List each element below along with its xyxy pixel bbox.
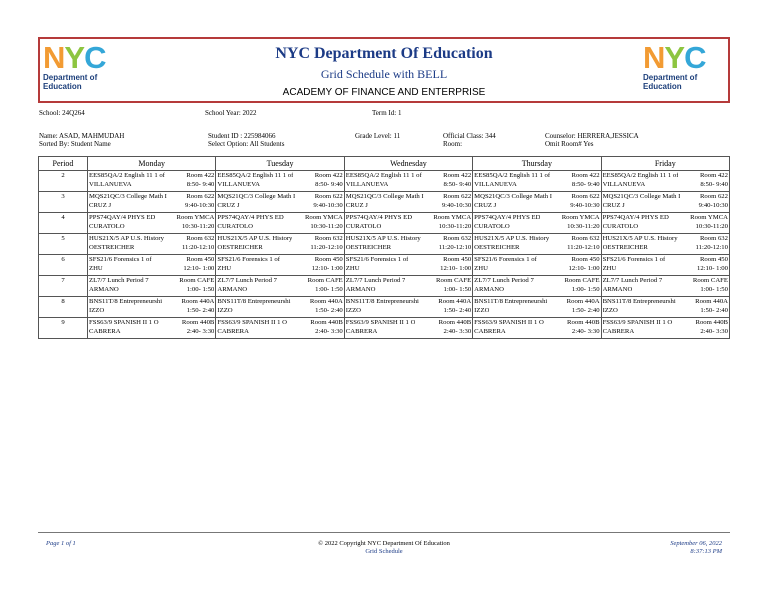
col-header-monday: Monday <box>88 157 216 171</box>
class-time: 10:30-11:20 <box>567 223 600 230</box>
class-cell-monday <box>88 276 216 297</box>
footer-copyright <box>0 540 768 556</box>
teacher-name: VILLANUEVA <box>217 181 260 188</box>
logo-subtitle: Department of Education <box>43 73 98 91</box>
course-code: MQS21QC/3 College Math I <box>345 193 424 200</box>
report-name: Grid Schedule <box>365 548 403 555</box>
course-code: ZL7/7 Lunch Period 7 <box>217 277 278 284</box>
class-cell-tuesday <box>216 276 344 297</box>
course-code: ZL7/7 Lunch Period 7 <box>345 277 406 284</box>
class-cell-wednesday <box>344 297 472 318</box>
room-number: Room 440B <box>181 319 215 326</box>
class-time: 9:40-10:30 <box>441 202 472 209</box>
period-row <box>39 255 730 276</box>
class-time: 9:40-10:30 <box>313 202 343 209</box>
teacher-name: OESTREICHER <box>602 244 648 251</box>
class-cell-tuesday <box>216 192 344 213</box>
class-cell-monday <box>88 234 216 255</box>
room-number: Room YMCA <box>690 214 728 221</box>
class-cell-thursday <box>473 171 601 192</box>
course-code: FSS63/9 SPANISH II 1 O <box>89 319 159 326</box>
col-header-period: Period <box>39 157 88 171</box>
room-number: Room CAFE <box>692 277 728 284</box>
period-row <box>39 318 730 339</box>
teacher-name: CABRERA <box>345 328 378 335</box>
course-code: PPS74QAY/4 PHYS ED <box>89 214 156 221</box>
teacher-name: CURATOLO <box>217 223 253 230</box>
course-code: HUS21X/5 AP U.S. History <box>474 235 550 242</box>
class-time: 11:20-12:10 <box>181 244 215 251</box>
nyc-logo-text: NYC <box>43 40 106 75</box>
print-time: 8:37:13 PM <box>690 548 722 555</box>
student-name: Name: ASAD, MAHMUDAH <box>39 132 125 140</box>
teacher-name: IZZO <box>345 307 362 314</box>
class-time: 1:00- 1:50 <box>700 286 728 293</box>
page-number: Page 1 of 1 <box>46 540 76 547</box>
course-code: MQS21QC/3 College Math I <box>217 193 296 200</box>
room-number: Room YMCA <box>176 214 215 221</box>
room-number: Room 622 <box>186 193 215 200</box>
teacher-name: ZHU <box>345 265 360 272</box>
class-time: 2:40- 3:30 <box>443 328 472 335</box>
footer-divider <box>38 532 730 533</box>
school-name: ACADEMY OF FINANCE AND ENTERPRISE <box>282 87 486 98</box>
class-cell-wednesday <box>344 192 472 213</box>
period-row <box>39 234 730 255</box>
teacher-name: CABRERA <box>217 328 249 335</box>
class-cell-tuesday <box>216 318 344 339</box>
class-cell-tuesday <box>216 234 344 255</box>
class-cell-thursday <box>473 192 601 213</box>
teacher-name: ARMANO <box>89 286 119 293</box>
class-time: 11:20-12:10 <box>695 244 728 251</box>
period-row <box>39 297 730 318</box>
col-header-wednesday: Wednesday <box>344 157 472 171</box>
teacher-name: ZHU <box>602 265 617 272</box>
course-code: EES85QA/2 English 11 1 of <box>345 172 422 179</box>
room-number: Room 440A <box>695 298 728 305</box>
class-cell-monday <box>88 171 216 192</box>
class-time: 2:40- 3:30 <box>700 328 728 335</box>
official-class: Official Class: 344 <box>443 132 496 140</box>
teacher-name: IZZO <box>89 307 105 314</box>
teacher-name: CABRERA <box>474 328 506 335</box>
teacher-name: ARMANO <box>474 286 504 293</box>
class-time: 1:00- 1:50 <box>571 286 600 293</box>
room-number: Room 422 <box>314 172 343 179</box>
logo-subtitle: Department of Education <box>643 73 698 91</box>
room-number: Room YMCA <box>433 214 472 221</box>
class-cell-monday <box>88 213 216 234</box>
room-number: Room 440B <box>567 319 600 326</box>
course-code: MQS21QC/3 College Math I <box>474 193 553 200</box>
class-time: 8:50- 9:40 <box>700 181 728 188</box>
room-number: Room 422 <box>699 172 728 179</box>
class-cell-wednesday <box>344 276 472 297</box>
course-code: HUS21X/5 AP U.S. History <box>217 235 293 242</box>
class-cell-friday <box>601 192 729 213</box>
course-code: SFS21/6 Forensics 1 of <box>89 256 152 263</box>
nyc-logo-text: NYC <box>643 40 706 75</box>
class-time: 12:10- 1:00 <box>696 265 728 272</box>
class-time: 8:50- 9:40 <box>443 181 472 188</box>
class-time: 8:50- 9:40 <box>186 181 215 188</box>
class-time: 9:40-10:30 <box>185 202 215 209</box>
class-cell-friday <box>601 297 729 318</box>
class-time: 1:50- 2:40 <box>315 307 343 314</box>
schedule-grid <box>38 156 730 339</box>
class-cell-thursday <box>473 297 601 318</box>
period-number: 7 <box>39 276 88 297</box>
room-number: Room 622 <box>699 193 728 200</box>
class-time: 1:00- 1:50 <box>443 286 472 293</box>
report-subtitle: Grid Schedule with BELL <box>320 67 448 81</box>
class-cell-wednesday <box>344 234 472 255</box>
report-title: NYC Department Of Education <box>275 45 493 62</box>
school-year: School Year: 2022 <box>205 109 257 117</box>
class-time: 1:00- 1:50 <box>315 286 343 293</box>
teacher-name: ZHU <box>89 265 103 272</box>
sorted-by: Sorted By: Student Name <box>39 140 111 148</box>
room-number: Room 632 <box>186 235 215 242</box>
period-row <box>39 276 730 297</box>
course-code: EES85QA/2 English 11 1 of <box>89 172 165 179</box>
room-number: Room 450 <box>186 256 215 263</box>
class-cell-friday <box>601 213 729 234</box>
class-time: 10:30-11:20 <box>310 223 343 230</box>
teacher-name: VILLANUEVA <box>345 181 389 188</box>
course-code: HUS21X/5 AP U.S. History <box>602 235 678 242</box>
course-code: ZL7/7 Lunch Period 7 <box>474 277 534 284</box>
class-time: 11:20-12:10 <box>310 244 343 251</box>
period-number: 4 <box>39 213 88 234</box>
room-number: Room CAFE <box>179 277 215 284</box>
period-number: 2 <box>39 171 88 192</box>
class-cell-friday <box>601 171 729 192</box>
copyright-text: © 2022 Copyright NYC Department Of Education <box>318 540 450 547</box>
teacher-name: CURATOLO <box>602 223 639 230</box>
period-number: 5 <box>39 234 88 255</box>
class-cell-friday <box>601 234 729 255</box>
class-time: 11:20-12:10 <box>438 244 472 251</box>
class-time: 2:40- 3:30 <box>315 328 343 335</box>
teacher-name: VILLANUEVA <box>474 181 517 188</box>
teacher-name: CURATOLO <box>89 223 125 230</box>
class-cell-friday <box>601 255 729 276</box>
room-number: Room 632 <box>443 235 472 242</box>
class-time: 12:10- 1:00 <box>183 265 215 272</box>
course-code: HUS21X/5 AP U.S. History <box>89 235 164 242</box>
school-code: School: 24Q264 <box>39 109 85 117</box>
course-code: BNS11T/8 Entrepreneurshi <box>345 298 419 305</box>
class-cell-wednesday <box>344 171 472 192</box>
course-code: FSS63/9 SPANISH II 1 O <box>345 319 416 326</box>
course-code: SFS21/6 Forensics 1 of <box>345 256 409 263</box>
class-time: 1:50- 2:40 <box>700 307 728 314</box>
period-row <box>39 192 730 213</box>
class-time: 10:30-11:20 <box>695 223 728 230</box>
room-number: Room CAFE <box>564 277 600 284</box>
teacher-name: OESTREICHER <box>89 244 135 251</box>
class-time: 11:20-12:10 <box>567 244 600 251</box>
select-option: Select Option: All Students <box>208 140 285 148</box>
period-number: 8 <box>39 297 88 318</box>
omit-room: Omit Room# Yes <box>545 140 594 148</box>
class-cell-tuesday <box>216 171 344 192</box>
teacher-name: ARMANO <box>345 286 376 293</box>
room-number: Room 450 <box>699 256 728 263</box>
course-code: EES85QA/2 English 11 1 of <box>217 172 294 179</box>
room-number: Room 422 <box>571 172 600 179</box>
class-time: 2:40- 3:30 <box>571 328 600 335</box>
class-time: 8:50- 9:40 <box>571 181 600 188</box>
term-id: Term Id: 1 <box>372 109 402 117</box>
room-number: Room 440B <box>695 319 728 326</box>
class-cell-friday <box>601 318 729 339</box>
room-number: Room CAFE <box>307 277 343 284</box>
teacher-name: CRUZ J <box>217 202 240 209</box>
class-time: 10:30-11:20 <box>438 223 472 230</box>
room-number: Room 440A <box>181 298 215 305</box>
course-code: PPS74QAY/4 PHYS ED <box>602 214 669 221</box>
room-number: Room CAFE <box>436 277 472 284</box>
room-number: Room 440B <box>310 319 343 326</box>
class-cell-wednesday <box>344 318 472 339</box>
counselor: Counselor: HERRERA,JESSICA <box>545 132 639 140</box>
room-number: Room 632 <box>699 235 728 242</box>
room-number: Room 622 <box>571 193 600 200</box>
grid-header-row <box>39 157 730 171</box>
period-number: 3 <box>39 192 88 213</box>
room-number: Room 440A <box>438 298 472 305</box>
col-header-thursday: Thursday <box>473 157 601 171</box>
class-time: 12:10- 1:00 <box>440 265 472 272</box>
course-code: BNS11T/8 Entrepreneurshi <box>89 298 163 305</box>
teacher-name: ARMANO <box>602 286 633 293</box>
class-cell-tuesday <box>216 213 344 234</box>
teacher-name: VILLANUEVA <box>89 181 132 188</box>
period-row <box>39 213 730 234</box>
teacher-name: OESTREICHER <box>217 244 263 251</box>
room-number: Room 622 <box>314 193 343 200</box>
teacher-name: VILLANUEVA <box>602 181 646 188</box>
teacher-name: CURATOLO <box>345 223 382 230</box>
period-row <box>39 171 730 192</box>
room-number: Room 440B <box>438 319 472 326</box>
class-time: 8:50- 9:40 <box>315 181 343 188</box>
teacher-name: OESTREICHER <box>474 244 520 251</box>
room-number: Room 450 <box>571 256 600 263</box>
class-cell-monday <box>88 318 216 339</box>
class-cell-wednesday <box>344 255 472 276</box>
room-number: Room YMCA <box>304 214 343 221</box>
course-code: FSS63/9 SPANISH II 1 O <box>217 319 288 326</box>
teacher-name: IZZO <box>474 307 490 314</box>
course-code: PPS74QAY/4 PHYS ED <box>345 214 413 221</box>
teacher-name: CABRERA <box>89 328 121 335</box>
grade-level: Grade Level: 11 <box>355 132 401 140</box>
class-cell-wednesday <box>344 213 472 234</box>
class-time: 2:40- 3:30 <box>186 328 215 335</box>
course-code: PPS74QAY/4 PHYS ED <box>474 214 541 221</box>
class-cell-monday <box>88 297 216 318</box>
class-cell-tuesday <box>216 297 344 318</box>
room-number: Room 622 <box>443 193 472 200</box>
teacher-name: OESTREICHER <box>345 244 392 251</box>
student-id: Student ID : 225984066 <box>208 132 276 140</box>
print-timestamp <box>670 540 722 556</box>
col-header-friday: Friday <box>601 157 729 171</box>
room-number: Room 422 <box>186 172 215 179</box>
class-time: 12:10- 1:00 <box>311 265 343 272</box>
class-time: 9:40-10:30 <box>698 202 728 209</box>
class-cell-thursday <box>473 255 601 276</box>
teacher-name: CRUZ J <box>474 202 497 209</box>
room-number: Room 450 <box>314 256 343 263</box>
class-cell-monday <box>88 255 216 276</box>
class-time: 12:10- 1:00 <box>568 265 600 272</box>
room-number: Room 632 <box>314 235 343 242</box>
class-cell-tuesday <box>216 255 344 276</box>
room-number: Room 632 <box>571 235 600 242</box>
course-code: SFS21/6 Forensics 1 of <box>217 256 281 263</box>
course-code: BNS11T/8 Entrepreneurshi <box>217 298 291 305</box>
class-time: 1:00- 1:50 <box>186 286 215 293</box>
course-code: MQS21QC/3 College Math I <box>89 193 167 200</box>
class-time: 1:50- 2:40 <box>571 307 600 314</box>
room-number: Room 450 <box>443 256 472 263</box>
col-header-tuesday: Tuesday <box>216 157 344 171</box>
class-cell-thursday <box>473 234 601 255</box>
class-cell-thursday <box>473 213 601 234</box>
teacher-name: IZZO <box>217 307 233 314</box>
room-number: Room 422 <box>443 172 472 179</box>
course-code: HUS21X/5 AP U.S. History <box>345 235 421 242</box>
teacher-name: CABRERA <box>602 328 635 335</box>
teacher-name: ZHU <box>217 265 232 272</box>
class-cell-thursday <box>473 318 601 339</box>
class-cell-thursday <box>473 276 601 297</box>
course-code: SFS21/6 Forensics 1 of <box>602 256 666 263</box>
teacher-name: CURATOLO <box>474 223 510 230</box>
room-number: Room YMCA <box>561 214 600 221</box>
course-code: PPS74QAY/4 PHYS ED <box>217 214 284 221</box>
period-number: 9 <box>39 318 88 339</box>
course-code: BNS11T/8 Entrepreneurshi <box>474 298 548 305</box>
print-date: September 06, 2022 <box>670 540 722 547</box>
course-code: MQS21QC/3 College Math I <box>602 193 681 200</box>
course-code: SFS21/6 Forensics 1 of <box>474 256 537 263</box>
teacher-name: CRUZ J <box>345 202 368 209</box>
course-code: FSS63/9 SPANISH II 1 O <box>602 319 673 326</box>
course-code: FSS63/9 SPANISH II 1 O <box>474 319 544 326</box>
class-time: 1:50- 2:40 <box>443 307 472 314</box>
room-label: Room: <box>443 140 463 148</box>
course-code: ZL7/7 Lunch Period 7 <box>602 277 663 284</box>
course-code: BNS11T/8 Entrepreneurshi <box>602 298 676 305</box>
room-number: Room 440A <box>309 298 343 305</box>
teacher-name: CRUZ J <box>89 202 112 209</box>
class-cell-friday <box>601 276 729 297</box>
course-code: ZL7/7 Lunch Period 7 <box>89 277 149 284</box>
class-time: 1:50- 2:40 <box>186 307 215 314</box>
class-time: 10:30-11:20 <box>181 223 215 230</box>
period-number: 6 <box>39 255 88 276</box>
report-header <box>38 37 730 103</box>
teacher-name: IZZO <box>602 307 618 314</box>
course-code: EES85QA/2 English 11 1 of <box>602 172 679 179</box>
teacher-name: ARMANO <box>217 286 248 293</box>
room-number: Room 440A <box>566 298 600 305</box>
course-code: EES85QA/2 English 11 1 of <box>474 172 551 179</box>
teacher-name: CRUZ J <box>602 202 625 209</box>
nyc-doe-logo-right <box>643 42 723 92</box>
class-time: 9:40-10:30 <box>570 202 600 209</box>
class-cell-monday <box>88 192 216 213</box>
teacher-name: ZHU <box>474 265 488 272</box>
